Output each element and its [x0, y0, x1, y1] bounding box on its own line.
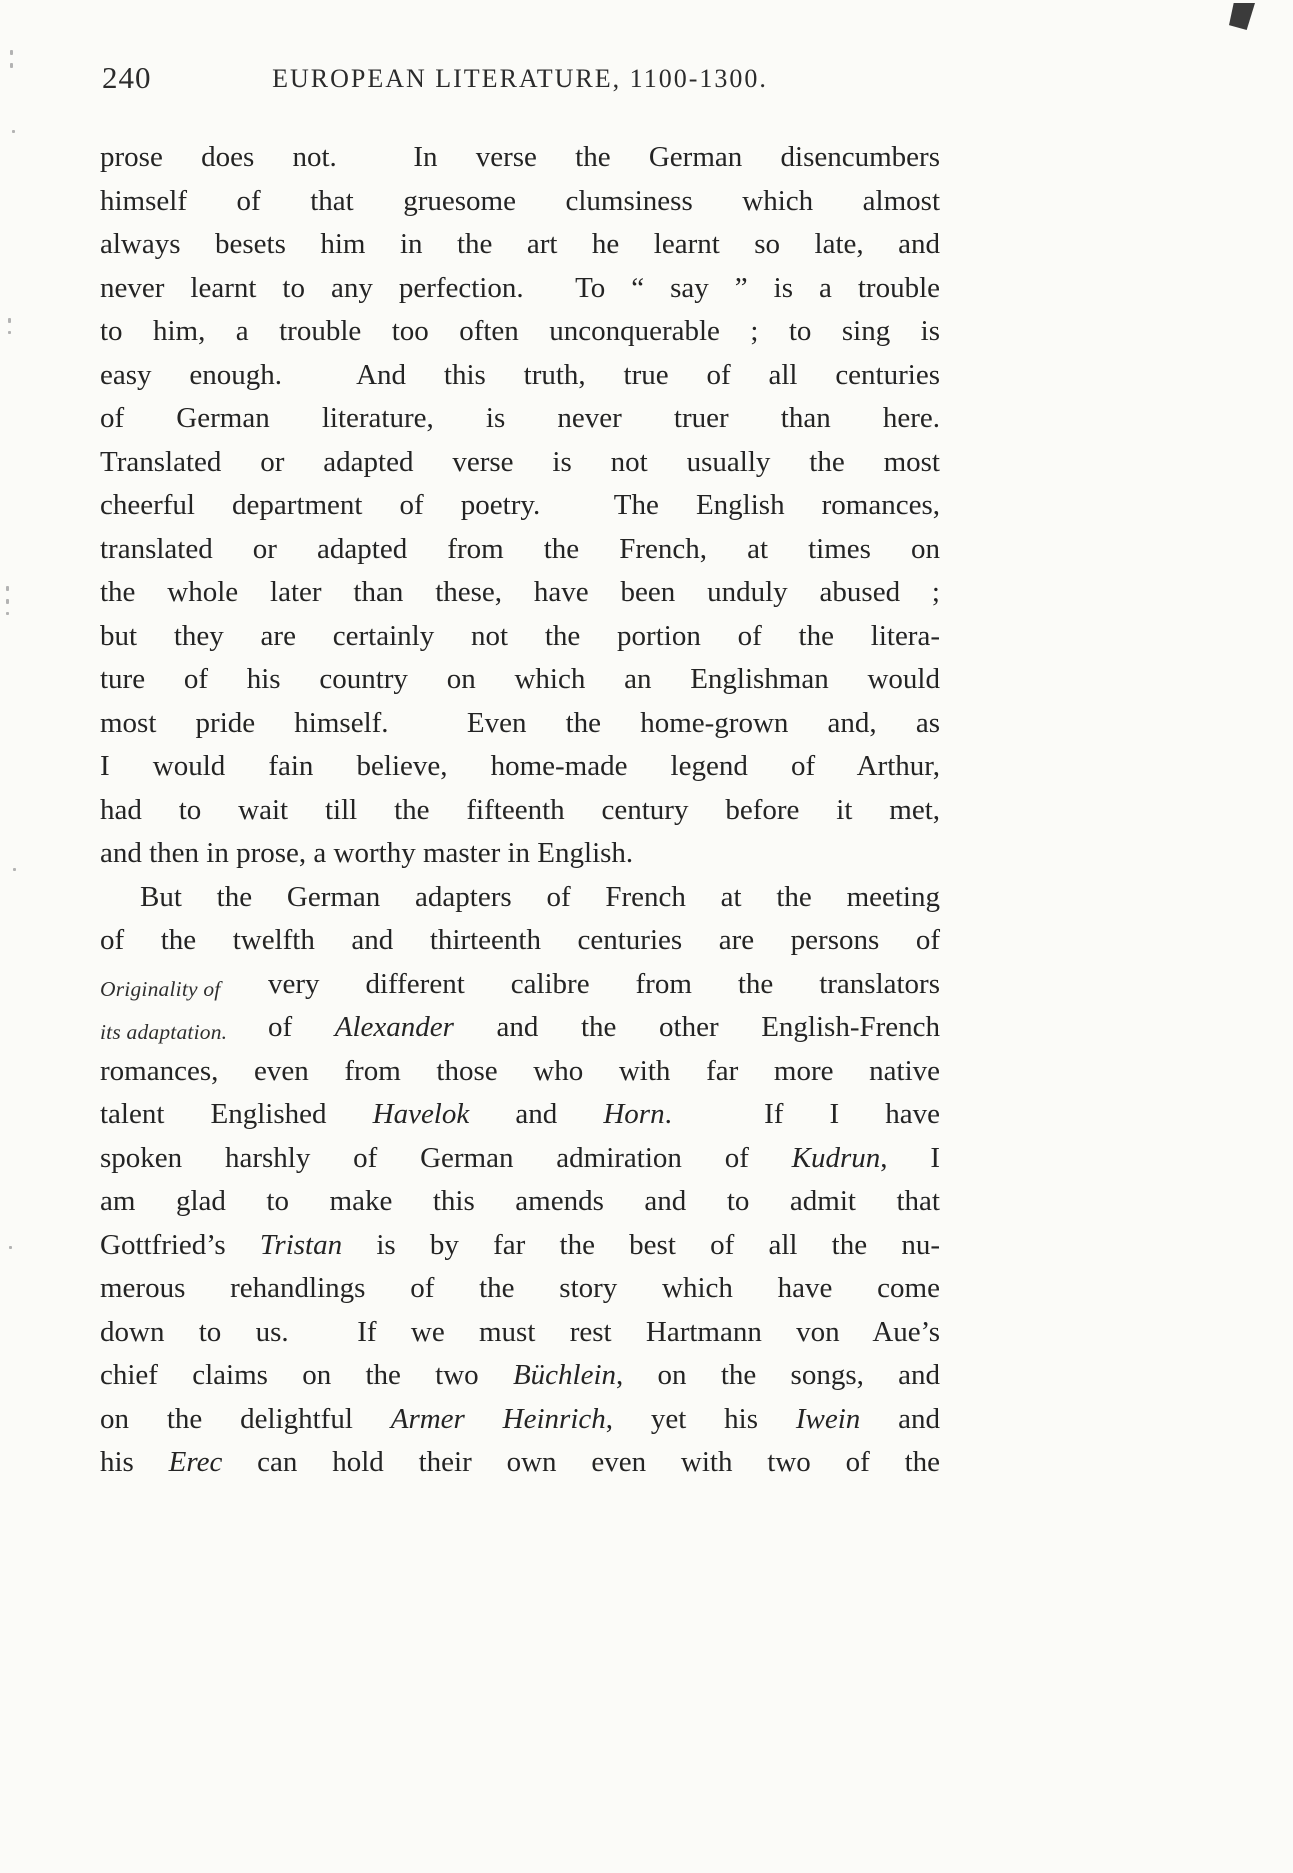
text-line: chief claims on the two Büchlein, on the songs, and [100, 1359, 940, 1391]
text-line: of German literature, is never truer than here. [100, 402, 940, 434]
body-text [100, 136, 940, 1485]
text-line: easy enough. And this truth, true of all centuries [100, 358, 940, 391]
scan-speck [6, 612, 9, 615]
scan-speck [10, 63, 13, 68]
scan-speck [13, 868, 16, 871]
text-line: had to wait till the fifteenth century before it met, [100, 793, 940, 826]
text-line: but they are certainly not the portion of the litera- [100, 619, 940, 652]
text-line: and then in prose, a worthy master in English. [100, 837, 634, 869]
scan-speck [10, 50, 13, 55]
scan-speck [6, 599, 9, 604]
text-line: to him, a trouble too often unconquerable ; to sing is [100, 315, 940, 347]
text-line: translated or adapted from the French, at times on [100, 532, 940, 565]
page-head [100, 58, 940, 102]
text-line: Originality of very different calibre from the translators [100, 963, 940, 1007]
page-number: 240 [102, 60, 152, 95]
scan-speck [8, 331, 11, 334]
text-line: the whole later than these, have been unduly abused ; [100, 576, 940, 608]
text-line: Gottfried’s Tristan is by far the best of all the nu- [100, 1228, 940, 1261]
text-line: spoken harshly of German admiration of Kudrun, I [100, 1141, 940, 1174]
text-line: of the twelfth and thirteenth centuries are persons of [100, 924, 940, 956]
text-line: down to us. If we must rest Hartmann von Aue’s [100, 1315, 940, 1348]
text-line: on the delightful Armer Heinrich, yet his Iwein and [100, 1402, 941, 1435]
text-line: romances, even from those who with far more native [100, 1054, 940, 1087]
text-line: always besets him in the art he learnt so late, and [100, 228, 940, 260]
text-line: merous rehandlings of the story which have come [100, 1272, 940, 1304]
text-line: cheerful department of poetry. The English romances, [100, 489, 940, 521]
text-line: its adaptation. of Alexander and the other English-French [100, 1006, 940, 1050]
scan-corner-mark [1229, 3, 1255, 30]
text-line: most pride himself. Even the home-grown and, as [100, 706, 940, 739]
scan-speck [9, 1246, 12, 1249]
text-line: Translated or adapted verse is not usually the most [100, 445, 940, 478]
text-line: his Erec can hold their own even with two of the [100, 1446, 940, 1478]
scan-speck [12, 130, 15, 133]
scan-speck [6, 586, 9, 591]
sidenote: Originality of [100, 976, 221, 1001]
running-header: EUROPEAN LITERATURE, 1100-1300. [272, 64, 768, 93]
text-line: But the German adapters of French at the meeting [140, 880, 940, 913]
text-line: prose does not. In verse the German disencumbers [100, 141, 940, 173]
scan-speck [8, 318, 11, 323]
text-line: I would fain believe, home-made legend of Arthur, [100, 750, 940, 782]
text-line: talent Englished Havelok and Horn. If I have [100, 1098, 941, 1130]
sidenote: its adaptation. [100, 1020, 228, 1044]
text-line: ture of his country on which an Englishman would [100, 663, 940, 695]
text-line: never learnt to any perfection. To “ say ” is a trouble [100, 271, 940, 304]
text-line: himself of that gruesome clumsiness which almost [100, 184, 940, 217]
text-line: am glad to make this amends and to admit that [100, 1185, 940, 1217]
